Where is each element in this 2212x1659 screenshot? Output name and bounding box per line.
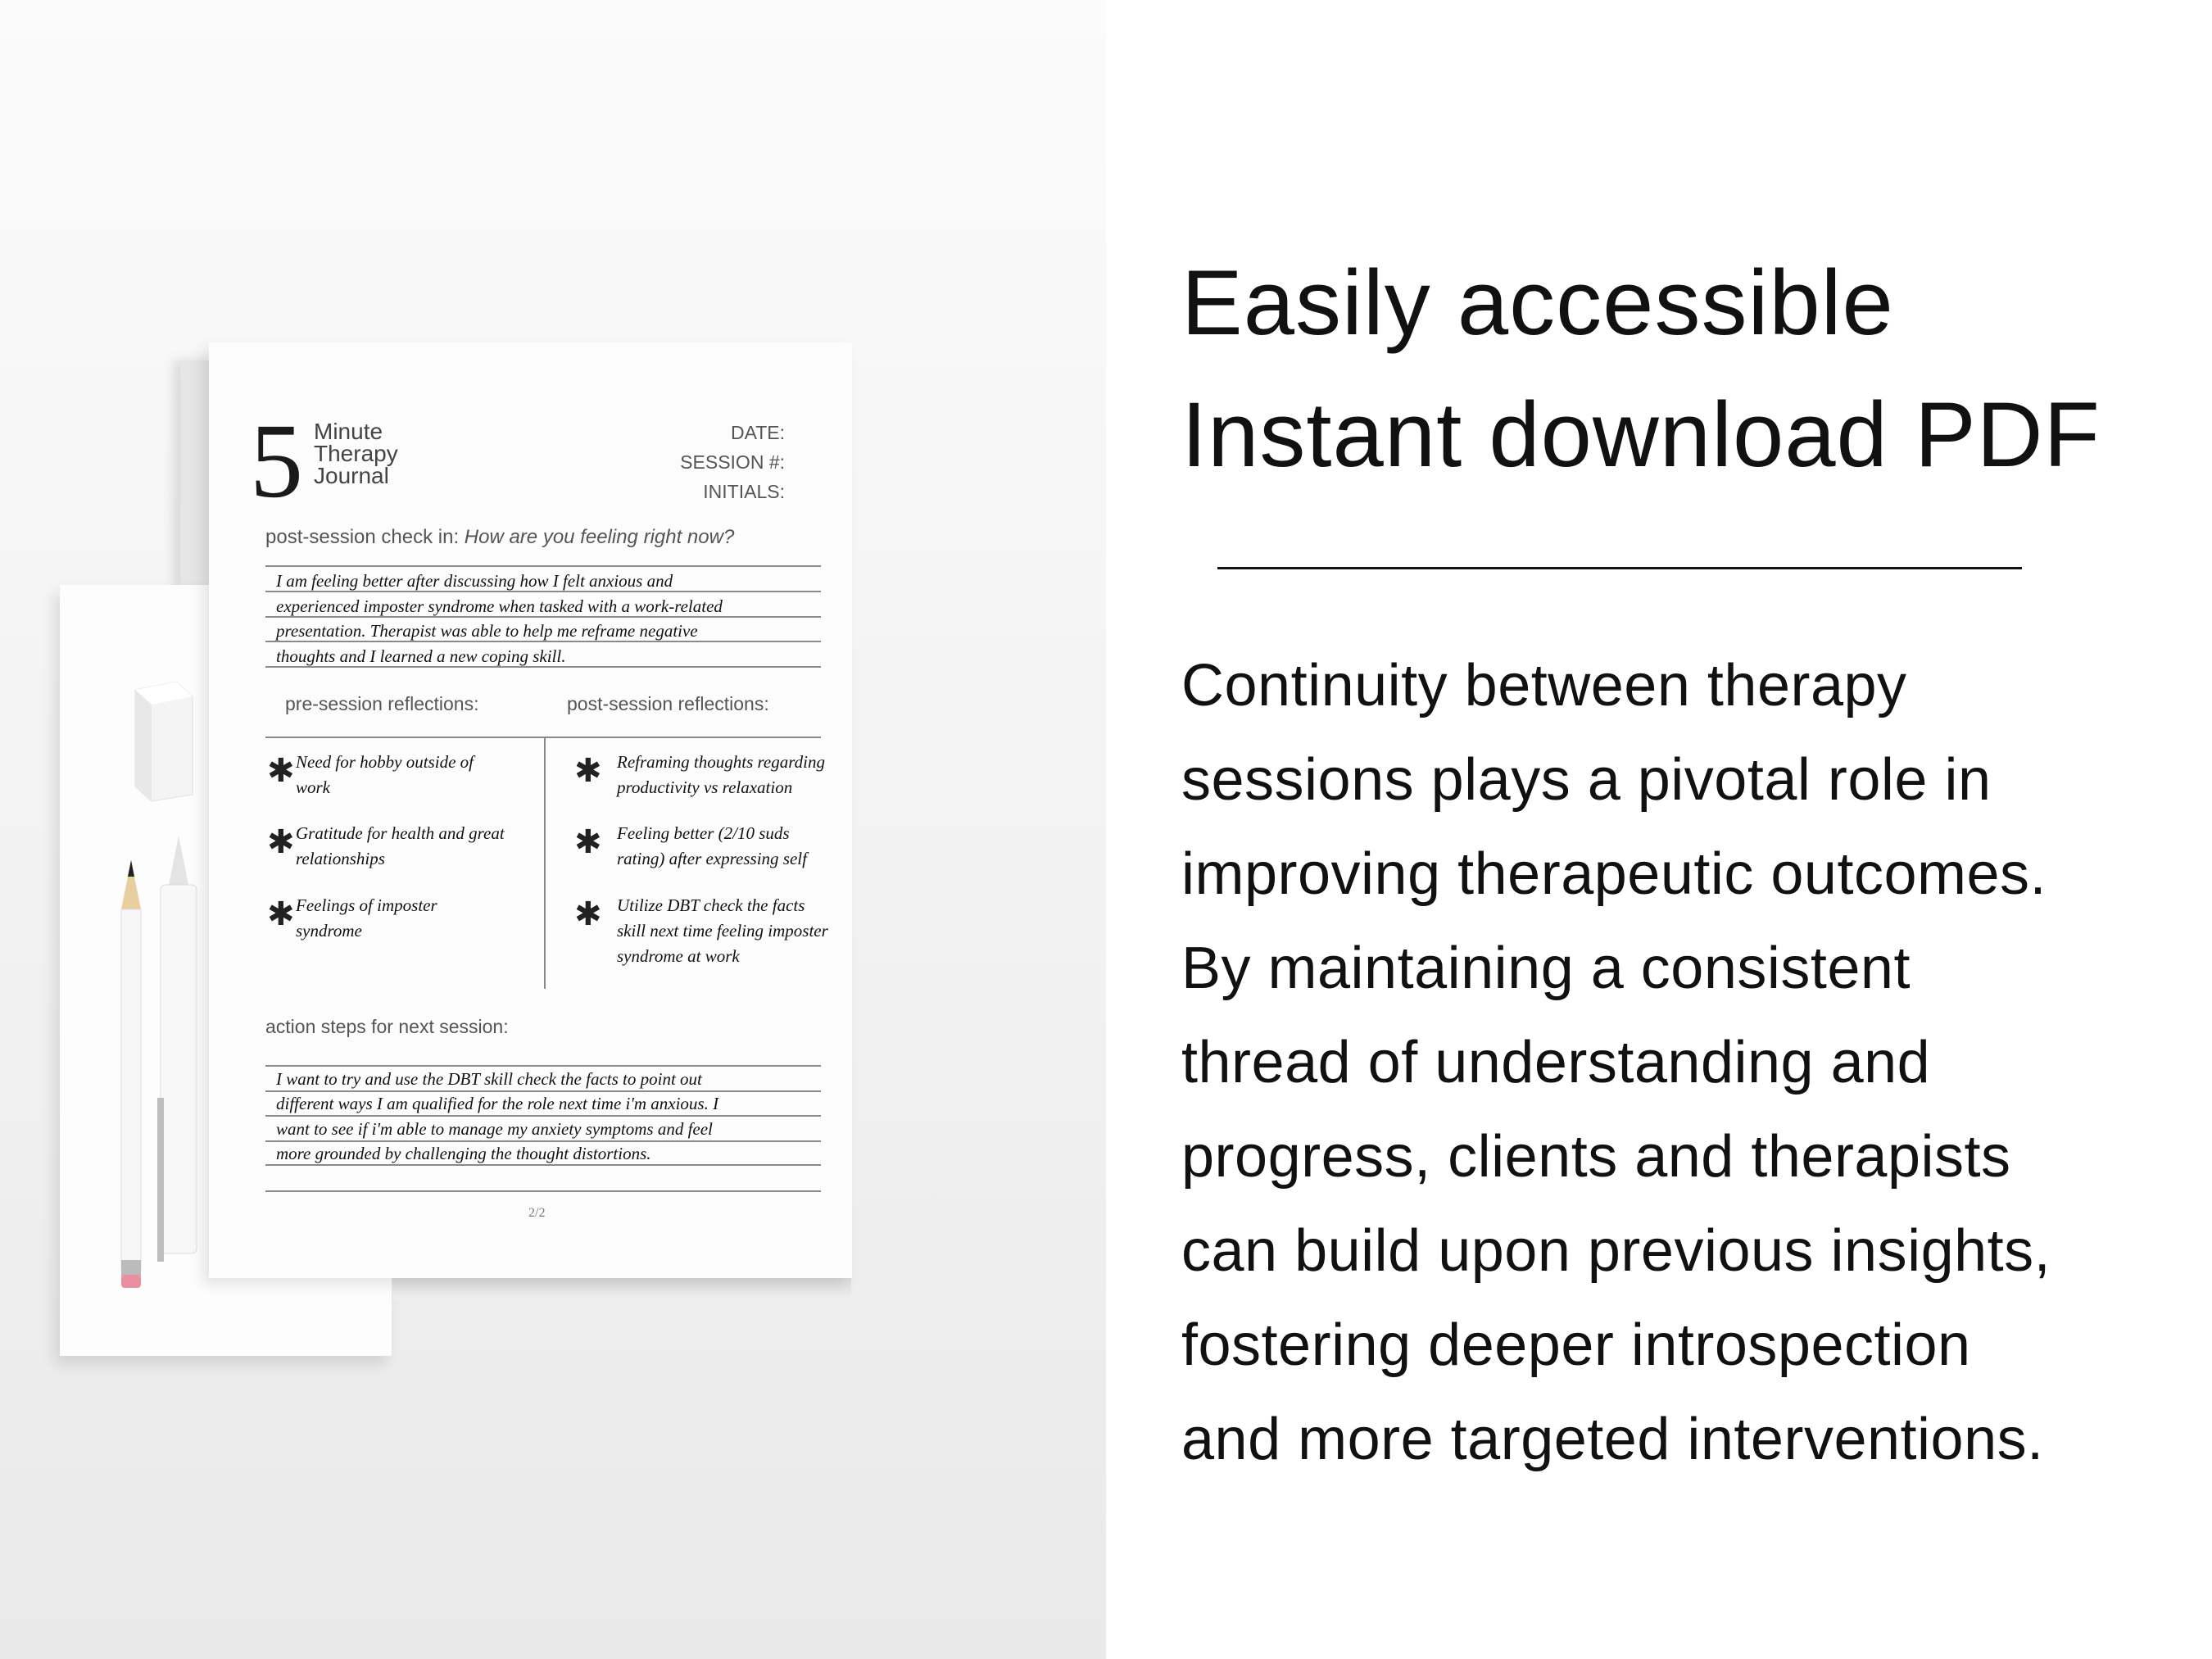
description-paragraph xyxy=(1181,639,2197,1487)
session-fields xyxy=(680,418,785,506)
section-divider xyxy=(265,737,821,738)
logo-line: Journal xyxy=(314,463,389,488)
item-line: productivity vs relaxation xyxy=(617,777,793,797)
checkin-heading xyxy=(265,526,734,549)
pre-session-label: pre-session reflections: xyxy=(285,693,479,714)
heading-divider xyxy=(1217,567,2022,569)
asterisk-icon: ✱ xyxy=(267,895,295,933)
heading-line-2: Instant download PDF xyxy=(1181,383,2101,486)
item-line: Gratitude for health and great xyxy=(296,823,505,843)
pre-reflection-item xyxy=(296,750,542,800)
pen-icon xyxy=(157,836,197,1262)
logo-text xyxy=(314,420,398,487)
journal-page xyxy=(209,342,852,1278)
description-line: improving therapeutic outcomes. xyxy=(1181,841,2047,907)
asterisk-icon: ✱ xyxy=(574,752,602,790)
writing-line xyxy=(265,565,821,567)
action-steps-answer xyxy=(276,1067,718,1166)
pre-reflection-item xyxy=(296,893,542,944)
handwritten-line: presentation. Therapist was able to help me reframe negative xyxy=(276,621,698,641)
item-line: Feelings of imposter xyxy=(296,895,437,915)
item-line: Reframing thoughts regarding xyxy=(617,752,825,772)
item-line: Feeling better (2/10 suds xyxy=(617,823,790,843)
item-line: Need for hobby outside of xyxy=(296,752,474,772)
description-line: and more targeted interventions. xyxy=(1181,1407,2044,1472)
post-reflection-item xyxy=(617,750,863,800)
handwritten-line: experienced imposter syndrome when tasked with a work-related xyxy=(276,596,723,616)
description-line: fostering deeper introspection xyxy=(1181,1312,1971,1378)
description-line: progress, clients and therapists xyxy=(1181,1124,2011,1190)
stationery-illustration xyxy=(115,672,213,1294)
checkin-question: How are you feeling right now? xyxy=(464,526,735,548)
checkin-label: post-session check in: xyxy=(265,526,460,548)
backing-board-edge xyxy=(180,360,213,590)
post-session-label: post-session reflections: xyxy=(567,693,769,714)
logo-line: Minute xyxy=(314,419,383,444)
logo-line: Therapy xyxy=(314,441,398,466)
asterisk-icon: ✱ xyxy=(267,752,295,790)
logo-number: 5 xyxy=(250,402,303,520)
item-line: syndrome at work xyxy=(617,946,740,966)
action-steps-label: action steps for next session: xyxy=(265,1016,509,1037)
checkin-answer xyxy=(276,569,723,669)
pre-reflection-item xyxy=(296,821,542,872)
asterisk-icon: ✱ xyxy=(574,895,602,933)
handwritten-line: different ways I am qualified for the role next time i'm anxious. I xyxy=(276,1094,719,1114)
session-field-label: SESSION #: xyxy=(680,451,785,473)
asterisk-icon: ✱ xyxy=(574,823,602,861)
writing-line xyxy=(265,1190,821,1192)
date-field-label: DATE: xyxy=(730,422,785,443)
column-divider xyxy=(544,737,546,989)
handwritten-line: I am feeling better after discussing how I felt anxious and xyxy=(276,571,673,591)
handwritten-line: want to see if i'm able to manage my anxiety symptoms and feel xyxy=(276,1118,713,1139)
handwritten-line: more grounded by challenging the thought distortions. xyxy=(276,1143,651,1163)
description-line: sessions plays a pivotal role in xyxy=(1181,747,1992,813)
item-line: rating) after expressing self xyxy=(617,849,807,868)
item-line: syndrome xyxy=(296,921,362,941)
handwritten-line: thoughts and I learned a new coping skill. xyxy=(276,646,566,667)
page-number: 2/2 xyxy=(528,1206,546,1220)
description-line: thread of understanding and xyxy=(1181,1030,1931,1095)
initials-field-label: INITIALS: xyxy=(703,481,785,502)
eraser-icon xyxy=(135,682,193,801)
asterisk-icon: ✱ xyxy=(267,823,295,861)
post-reflection-item xyxy=(617,821,863,872)
item-line: Utilize DBT check the facts xyxy=(617,895,805,915)
description-line: can build upon previous insights, xyxy=(1181,1218,2051,1284)
description-line: Continuity between therapy xyxy=(1181,653,1907,718)
post-reflection-item xyxy=(617,893,863,969)
heading-line-1: Easily accessible xyxy=(1181,252,1894,354)
pencil-icon xyxy=(121,860,141,1288)
description-line: By maintaining a consistent xyxy=(1181,936,1911,1001)
item-line: relationships xyxy=(296,849,385,868)
item-line: skill next time feeling imposter xyxy=(617,921,828,941)
handwritten-line: I want to try and use the DBT skill check the facts to point out xyxy=(276,1069,702,1089)
item-line: work xyxy=(296,777,330,797)
